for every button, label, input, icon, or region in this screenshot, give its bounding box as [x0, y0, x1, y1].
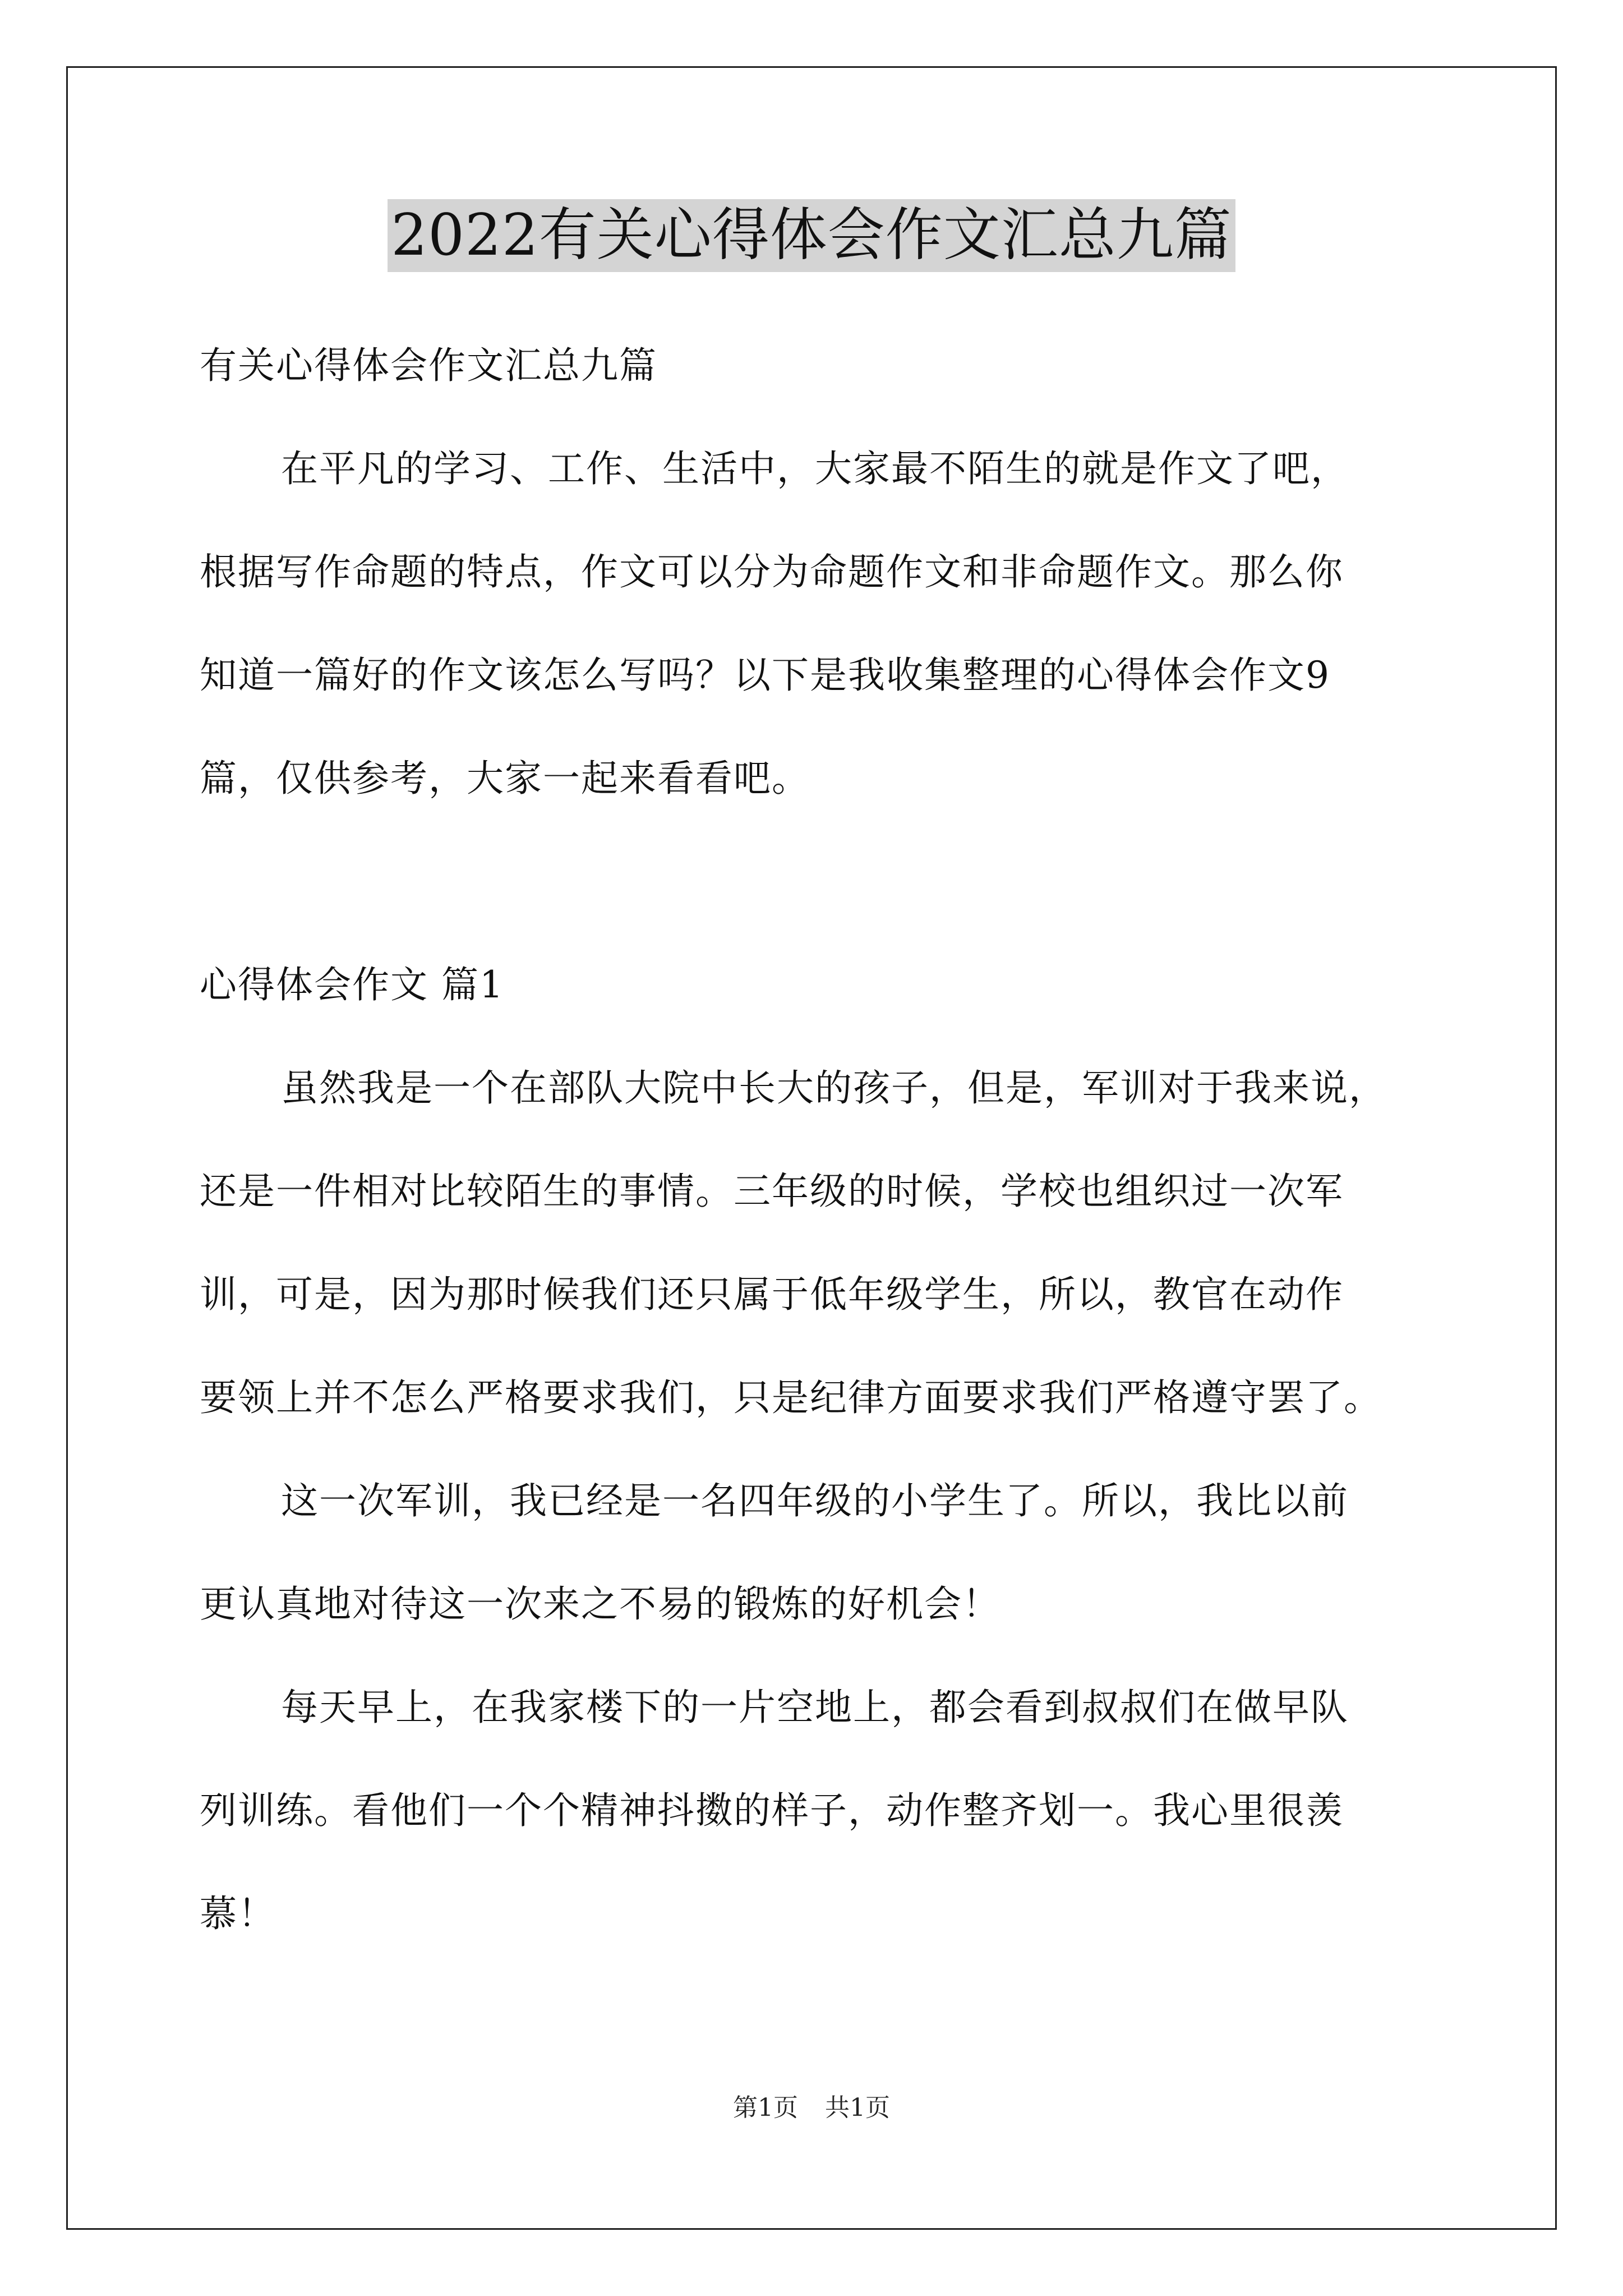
page-number: 第1页 — [733, 2093, 798, 2122]
blank-line — [200, 830, 1428, 933]
paragraph-line: 慕！ — [200, 1892, 276, 1935]
paragraph-line: 更认真地对待这一次来之不易的锻炼的好机会！ — [200, 1582, 1000, 1626]
subtitle-line: 有关心得体会作文汇总九篇 — [200, 344, 657, 387]
paragraph-line: 篇，仅供参考，大家一起来看看吧。 — [200, 757, 810, 800]
paragraph-line: 要领上并不怎么严格要求我们，只是纪律方面要求我们严格遵守罢了。 — [200, 1376, 1382, 1419]
document-title: 2022有关心得体会作文汇总九篇 — [388, 199, 1235, 272]
paragraph-line: 根据写作命题的特点，作文可以分为命题作文和非命题作文。那么你 — [200, 550, 1344, 593]
paragraph-line: 在平凡的学习、工作、生活中，大家最不陌生的就是作文了吧， — [281, 447, 1349, 490]
page-total: 共1页 — [825, 2093, 890, 2122]
paragraph-line: 还是一件相对比较陌生的事情。三年级的时候，学校也组织过一次军 — [200, 1170, 1344, 1213]
title-container — [0, 199, 1623, 272]
paragraph-line: 训，可是，因为那时候我们还只属于低年级学生，所以，教官在动作 — [200, 1273, 1344, 1316]
paragraph-line: 列训练。看他们一个个精神抖擞的样子，动作整齐划一。我心里很羡 — [200, 1789, 1344, 1832]
paragraph-line: 虽然我是一个在部队大院中长大的孩子，但是，军训对于我来说， — [281, 1066, 1387, 1110]
paragraph-line: 每天早上，在我家楼下的一片空地上，都会看到叔叔们在做早队 — [281, 1686, 1349, 1729]
paragraph-line: 知道一篇好的作文该怎么写吗？以下是我收集整理的心得体会作文9 — [200, 654, 1330, 697]
document-body — [200, 314, 1428, 1966]
page-footer — [0, 2091, 1623, 2125]
paragraph-line: 这一次军训，我已经是一名四年级的小学生了。所以，我比以前 — [281, 1479, 1349, 1522]
section-heading: 心得体会作文 篇1 — [200, 963, 504, 1006]
